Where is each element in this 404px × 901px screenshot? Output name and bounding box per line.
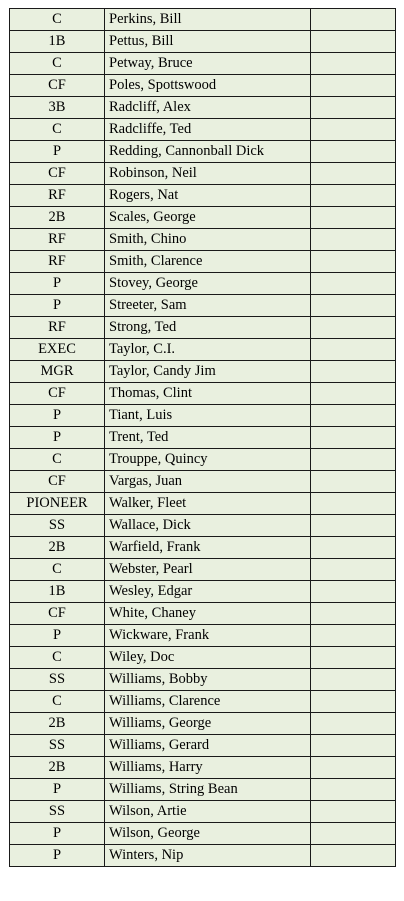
table-row [10,405,396,427]
player-name-cell: Winters, Nip [105,845,311,867]
table-row [10,163,396,185]
player-name-cell: Wilson, George [105,823,311,845]
position-cell: C [10,691,105,713]
player-name-cell: Stovey, George [105,273,311,295]
player-name-cell: Wilson, Artie [105,801,311,823]
table-row [10,97,396,119]
empty-cell [311,251,396,273]
position-cell: P [10,779,105,801]
empty-cell [311,801,396,823]
table-row [10,141,396,163]
table-row [10,119,396,141]
player-name-cell: Poles, Spottswood [105,75,311,97]
player-name-cell: Thomas, Clint [105,383,311,405]
player-name-cell: Williams, String Bean [105,779,311,801]
empty-cell [311,163,396,185]
table-row [10,823,396,845]
table-row [10,229,396,251]
table-row [10,625,396,647]
table-row [10,691,396,713]
position-cell: CF [10,75,105,97]
player-name-cell: Taylor, Candy Jim [105,361,311,383]
player-name-cell: Smith, Clarence [105,251,311,273]
table-row [10,537,396,559]
player-name-cell: Tiant, Luis [105,405,311,427]
position-cell: C [10,559,105,581]
player-name-cell: Williams, Clarence [105,691,311,713]
player-name-cell: Radcliffe, Ted [105,119,311,141]
player-name-cell: White, Chaney [105,603,311,625]
position-cell: RF [10,317,105,339]
player-name-cell: Williams, Bobby [105,669,311,691]
empty-cell [311,823,396,845]
table-row [10,581,396,603]
empty-cell [311,625,396,647]
roster-table [9,8,396,867]
position-cell: SS [10,515,105,537]
position-cell: CF [10,383,105,405]
player-name-cell: Walker, Fleet [105,493,311,515]
position-cell: C [10,53,105,75]
position-cell: RF [10,229,105,251]
position-cell: P [10,405,105,427]
empty-cell [311,185,396,207]
empty-cell [311,75,396,97]
empty-cell [311,97,396,119]
player-name-cell: Vargas, Juan [105,471,311,493]
player-name-cell: Trouppe, Quincy [105,449,311,471]
position-cell: 2B [10,713,105,735]
table-row [10,251,396,273]
position-cell: P [10,427,105,449]
player-name-cell: Pettus, Bill [105,31,311,53]
table-row [10,603,396,625]
empty-cell [311,581,396,603]
empty-cell [311,9,396,31]
position-cell: 1B [10,31,105,53]
empty-cell [311,317,396,339]
player-name-cell: Wiley, Doc [105,647,311,669]
position-cell: RF [10,185,105,207]
position-cell: PIONEER [10,493,105,515]
position-cell: 1B [10,581,105,603]
empty-cell [311,471,396,493]
table-row [10,515,396,537]
empty-cell [311,53,396,75]
position-cell: C [10,119,105,141]
empty-cell [311,119,396,141]
empty-cell [311,647,396,669]
table-row [10,317,396,339]
empty-cell [311,339,396,361]
position-cell: SS [10,735,105,757]
table-row [10,427,396,449]
roster-body [10,9,396,867]
position-cell: P [10,845,105,867]
table-row [10,31,396,53]
empty-cell [311,735,396,757]
player-name-cell: Rogers, Nat [105,185,311,207]
player-name-cell: Williams, Harry [105,757,311,779]
empty-cell [311,537,396,559]
position-cell: 2B [10,537,105,559]
empty-cell [311,427,396,449]
player-name-cell: Smith, Chino [105,229,311,251]
empty-cell [311,141,396,163]
position-cell: P [10,823,105,845]
table-row [10,669,396,691]
position-cell: CF [10,471,105,493]
table-row [10,647,396,669]
player-name-cell: Scales, George [105,207,311,229]
position-cell: P [10,625,105,647]
table-row [10,713,396,735]
table-row [10,185,396,207]
table-row [10,75,396,97]
position-cell: P [10,141,105,163]
player-name-cell: Trent, Ted [105,427,311,449]
empty-cell [311,603,396,625]
table-row [10,273,396,295]
position-cell: P [10,295,105,317]
empty-cell [311,31,396,53]
position-cell: CF [10,163,105,185]
position-cell: CF [10,603,105,625]
table-row [10,9,396,31]
table-row [10,339,396,361]
table-row [10,779,396,801]
empty-cell [311,361,396,383]
table-row [10,471,396,493]
player-name-cell: Warfield, Frank [105,537,311,559]
empty-cell [311,295,396,317]
player-name-cell: Redding, Cannonball Dick [105,141,311,163]
empty-cell [311,559,396,581]
position-cell: C [10,647,105,669]
table-row [10,383,396,405]
position-cell: C [10,9,105,31]
player-name-cell: Williams, Gerard [105,735,311,757]
position-cell: RF [10,251,105,273]
player-name-cell: Williams, George [105,713,311,735]
empty-cell [311,229,396,251]
player-name-cell: Robinson, Neil [105,163,311,185]
player-name-cell: Streeter, Sam [105,295,311,317]
table-row [10,295,396,317]
empty-cell [311,779,396,801]
empty-cell [311,691,396,713]
player-name-cell: Perkins, Bill [105,9,311,31]
player-name-cell: Webster, Pearl [105,559,311,581]
position-cell: P [10,273,105,295]
empty-cell [311,207,396,229]
empty-cell [311,757,396,779]
table-row [10,757,396,779]
player-name-cell: Wallace, Dick [105,515,311,537]
empty-cell [311,713,396,735]
empty-cell [311,273,396,295]
position-cell: SS [10,801,105,823]
position-cell: 2B [10,207,105,229]
table-row [10,361,396,383]
position-cell: 2B [10,757,105,779]
player-name-cell: Wesley, Edgar [105,581,311,603]
empty-cell [311,449,396,471]
table-row [10,845,396,867]
empty-cell [311,845,396,867]
table-row [10,559,396,581]
empty-cell [311,669,396,691]
table-row [10,735,396,757]
position-cell: C [10,449,105,471]
position-cell: 3B [10,97,105,119]
position-cell: SS [10,669,105,691]
table-row [10,207,396,229]
player-name-cell: Radcliff, Alex [105,97,311,119]
player-name-cell: Petway, Bruce [105,53,311,75]
table-row [10,53,396,75]
empty-cell [311,383,396,405]
empty-cell [311,405,396,427]
table-row [10,801,396,823]
player-name-cell: Taylor, C.I. [105,339,311,361]
table-row [10,449,396,471]
position-cell: MGR [10,361,105,383]
empty-cell [311,515,396,537]
table-row [10,493,396,515]
position-cell: EXEC [10,339,105,361]
player-name-cell: Wickware, Frank [105,625,311,647]
empty-cell [311,493,396,515]
player-name-cell: Strong, Ted [105,317,311,339]
